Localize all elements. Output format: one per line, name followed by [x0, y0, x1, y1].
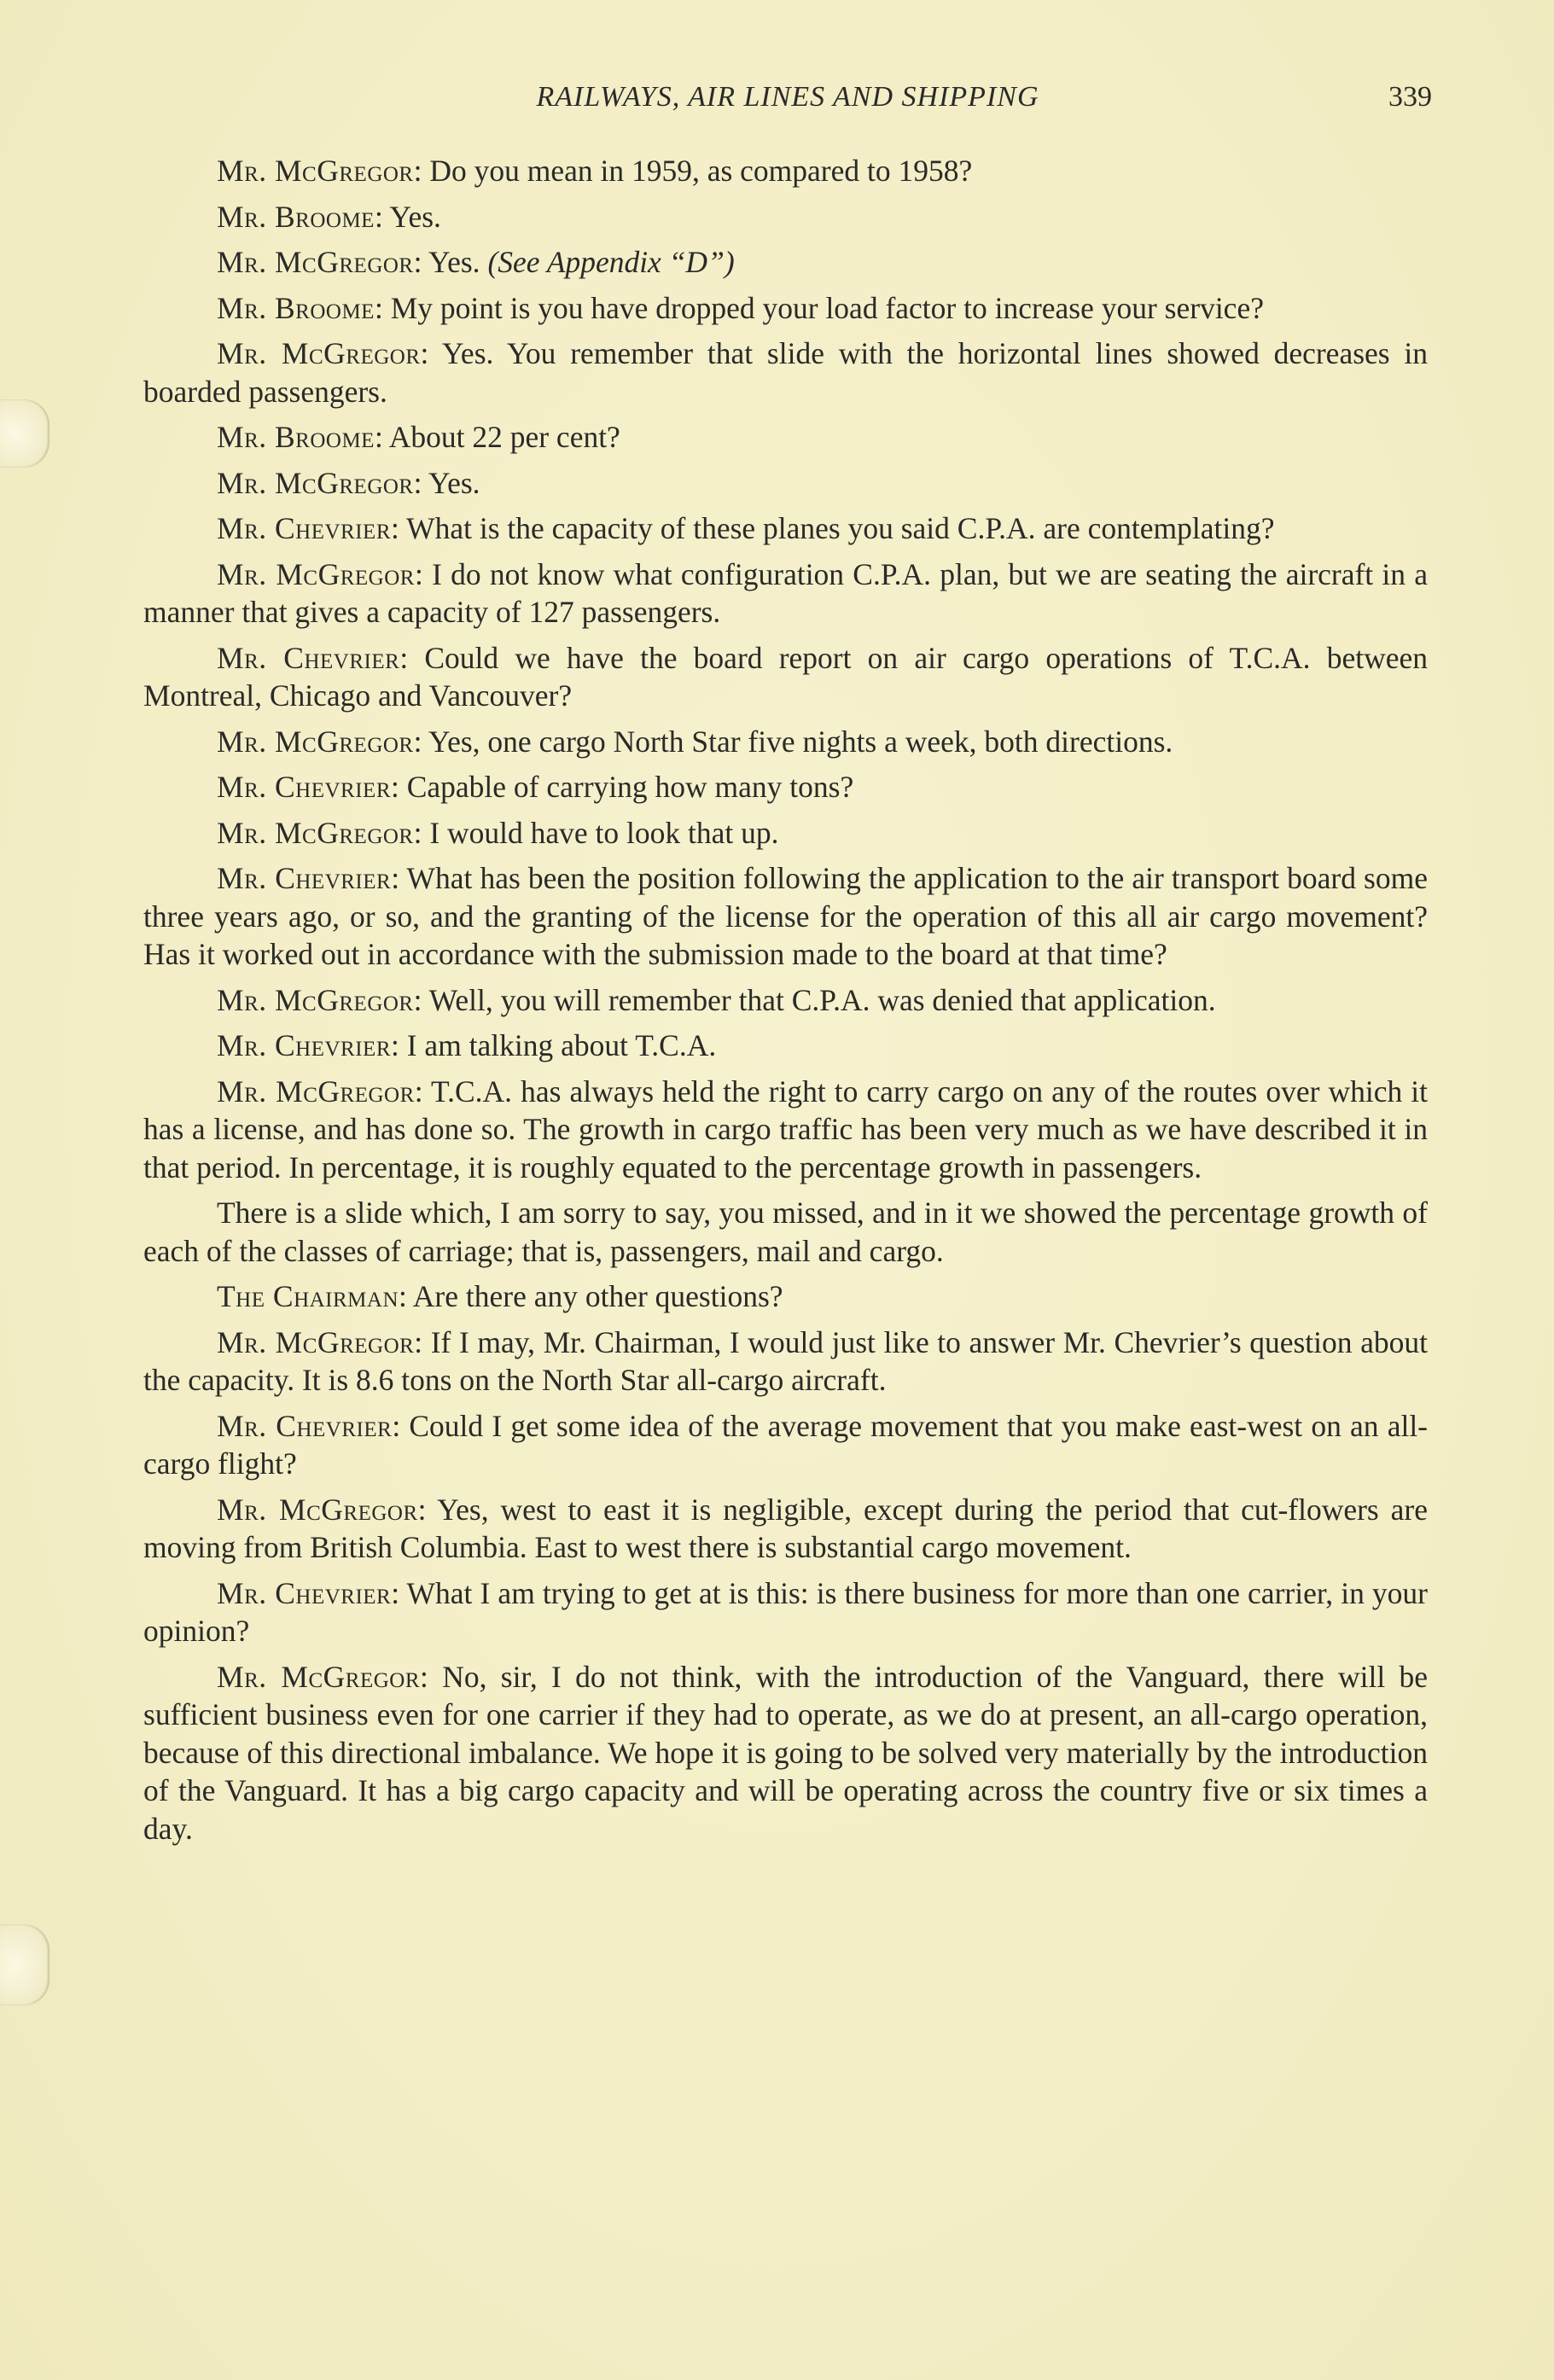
binding-hole-upper: [0, 399, 49, 468]
speaker-name: Mr. Chevrier: [217, 1575, 392, 1610]
paragraph-text: : Do you mean in 1959, as compared to 1958?: [413, 154, 973, 188]
paragraph: [143, 639, 1428, 715]
speaker-name: Mr. Chevrier: [217, 770, 391, 804]
paragraph: [143, 335, 1428, 410]
speaker-name: Mr. McGregor: [217, 245, 414, 279]
paragraph: [143, 1574, 1428, 1650]
speaker-name: Mr. Broome: [217, 290, 375, 325]
paragraph-text: : If I may, Mr. Chairman, I would just like to answer Mr. Chevrier’s question about the capacity. It is 8.6 tons on the North Star all-cargo aircraft.: [143, 1324, 1428, 1397]
paragraph-text: : Well, you will remember that C.P.A. was denied that application.: [413, 982, 1216, 1017]
paragraph: [143, 464, 1428, 503]
running-title: RAILWAYS, AIR LINES AND SHIPPING: [536, 81, 1039, 113]
speaker-name: Mr. McGregor: [217, 1324, 415, 1359]
speaker-name: Mr. McGregor: [217, 1074, 415, 1109]
paragraph: [143, 1324, 1428, 1399]
speaker-name: Mr. Broome: [217, 420, 375, 454]
paragraph: [143, 1073, 1428, 1187]
speaker-name: Mr. McGregor: [217, 982, 414, 1017]
speaker-name: The Chairman: [217, 1279, 399, 1313]
paragraph-text: : Yes.: [374, 199, 441, 234]
paragraph-text: : Yes, one cargo North Star five nights a week, both directions.: [413, 724, 1173, 759]
speaker-name: Mr. McGregor: [217, 1659, 421, 1694]
page-header: [143, 81, 1432, 132]
speaker-name: Mr. Chevrier: [217, 640, 400, 675]
speaker-name: Mr. McGregor: [217, 336, 421, 370]
paragraph-text: : T.C.A. has always held the right to carry cargo on any of the routes over which it has a license, and has done so. The growth in cargo traffic has been very much as we have described it in that period. In percentage, it is roughly equated to the percentage growth in passengers.: [143, 1074, 1428, 1184]
binding-hole-lower: [0, 1924, 49, 2005]
speaker-name: Mr. McGregor: [217, 815, 414, 850]
paragraph: [143, 1407, 1428, 1483]
speaker-name: Mr. Chevrier: [217, 861, 392, 895]
transcript-body: [143, 152, 1428, 1855]
paragraph-text: : Could we have the board report on air cargo operations of T.C.A. between Montreal, Chicago and Vancouver?: [143, 640, 1428, 713]
paragraph-text: : I am talking about T.C.A.: [391, 1028, 717, 1062]
paragraph-text: : Capable of carrying how many tons?: [391, 770, 854, 804]
paragraph: [143, 243, 1428, 282]
paragraph: [143, 768, 1428, 806]
paragraph: [143, 556, 1428, 631]
paragraph-text: : My point is you have dropped your load factor to increase your service?: [374, 290, 1264, 325]
paragraph: [143, 198, 1428, 236]
paragraph: [143, 1027, 1428, 1065]
paragraph-text: : What is the capacity of these planes you said C.P.A. are contemplating?: [391, 511, 1275, 545]
paragraph-text: : Yes.: [413, 465, 480, 500]
speaker-name: Mr. Chevrier: [217, 511, 391, 545]
speaker-name: Mr. Broome: [217, 199, 375, 234]
paragraph: [143, 981, 1428, 1020]
speaker-name: Mr. McGregor: [217, 556, 415, 591]
speaker-name: Mr. McGregor: [217, 724, 414, 759]
paragraph-text: : What has been the position following the application to the air transport board some three years ago, or so, and the granting of the license for the operation of this all air cargo movement? Has it worked out in accordance with the submission made to the board at that time?: [143, 861, 1428, 971]
paragraph-text: : Are there any other questions?: [399, 1279, 783, 1313]
appendix-reference: (See Appendix “D”): [487, 245, 735, 279]
paragraph-text: : No, sir, I do not think, with the introduction of the Vanguard, there will be sufficient business even for one carrier if they had to operate, as we do at present, an all-cargo operation, because of this directional imbalance. We hope it is going to be solved very materially by the introduction of the Vanguard. It has a big cargo capacity and will be operating across the country five or six times a day.: [143, 1659, 1428, 1846]
speaker-name: Mr. McGregor: [217, 154, 414, 188]
paragraph-text: : What I am trying to get at is this: is there business for more than one carrier, in your opinion?: [143, 1575, 1428, 1648]
speaker-name: Mr. Chevrier: [217, 1028, 391, 1062]
paragraph: [143, 723, 1428, 761]
paragraph-text: : Yes, west to east it is negligible, except during the period that cut-flowers are moving from British Columbia. East to west there is substantial cargo movement.: [143, 1492, 1428, 1564]
paragraph: [143, 289, 1428, 328]
paragraph-text: : I do not know what configuration C.P.A. plan, but we are seating the aircraft in a manner that gives a capacity of 127 passengers.: [143, 556, 1428, 629]
speaker-name: Mr. McGregor: [217, 1492, 418, 1527]
page-number: 339: [1388, 81, 1432, 113]
paragraph-text: : Yes. You remember that slide with the horizontal lines showed decreases in boarded passengers.: [143, 336, 1428, 409]
paragraph: [143, 1658, 1428, 1848]
paragraph: [143, 509, 1428, 548]
paragraph: [143, 1491, 1428, 1567]
speaker-name: Mr. McGregor: [217, 465, 414, 500]
paragraph-text: There is a slide which, I am sorry to say, you missed, and in it we showed the percentage growth of each of the classes of carriage; that is, passengers, mail and cargo.: [143, 1196, 1428, 1268]
paragraph-text: : Could I get some idea of the average movement that you make east-west on an all-cargo flight?: [143, 1408, 1428, 1481]
paragraph: [143, 1277, 1428, 1316]
paragraph: [143, 418, 1428, 457]
paragraph-text: : Yes.: [413, 245, 488, 279]
paragraph: [143, 152, 1428, 190]
paragraph-text: : About 22 per cent?: [374, 420, 620, 454]
paragraph: [143, 814, 1428, 852]
paragraph: [143, 1194, 1428, 1270]
speaker-name: Mr. Chevrier: [217, 1408, 393, 1443]
paragraph-text: : I would have to look that up.: [413, 815, 779, 850]
paragraph: [143, 859, 1428, 974]
